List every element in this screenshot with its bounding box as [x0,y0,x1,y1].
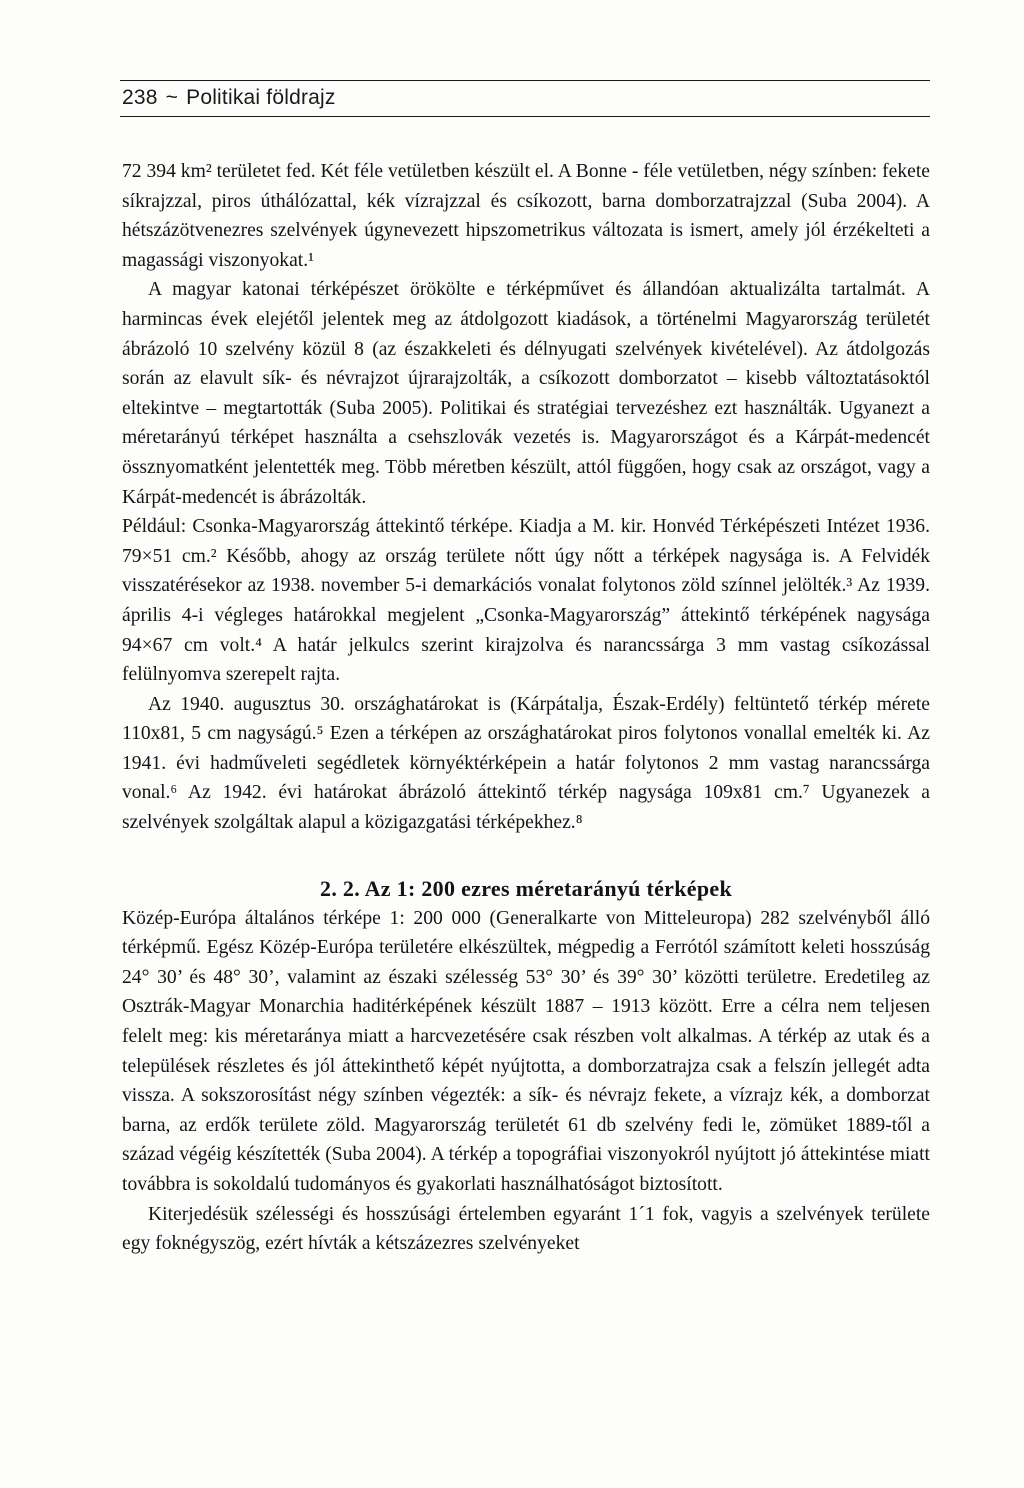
running-head [122,86,336,110]
page-number: 238 [122,86,158,109]
paragraph: A magyar katonai térképészet örökölte e térképművet és állandóan aktualizálta tartalmát. A harmincas évek elejétől jelentek meg az átdolgozott kiadások, a történelmi Magyarország területét ábrázoló 10 szelvény közül 8 (az északkeleti és délnyugati szelvények kivételével). Az átdolgozás során az elavult sík- és névrajzot újrarajzolták, a csíkozott domborzatot – kisebb változtatásoktól eltekintve – megtartották (Suba 2005). Politikai és stratégiai tervezéshez ezt használták. Ugyanezt a méretarányú térképet használta a csehszlovák vezetés is. Magyarországot és a Kárpát-medencét össznyomatként jelentették meg. Több méretben készült, attól függően, hogy csak az országot, vagy a Kárpát-medencét is ábrázolták. [122,279,930,508]
section-heading: 2. 2. Az 1: 200 ezres méretarányú térképek [320,875,732,901]
running-title: Politikai földrajz [186,86,336,109]
header-separator: ~ [165,86,179,109]
paragraph: Az 1940. augusztus 30. országhatárokat is (Kárpátalja, Észak-Erdély) feltüntető térkép mérete 110x81, 5 cm nagyságú.⁵ Ezen a térképen az országhatárokat piros folytonos vonallal emelték ki. Az 1941. évi hadműveleti segédletek környéktérképein a határ folytonos 2 mm vastag narancssárga vonal.⁶ Az 1942. évi határokat ábrázoló áttekintő térkép nagysága 109x81 cm.⁷ Ugyanezek a szelvények szolgáltak alapul a közigazgatási térképekhez.⁸ [122,693,930,834]
paragraph: Például: Csonka-Magyarország áttekintő térképe. Kiadja a M. kir. Honvéd Térképészeti Intézet 1936. 79×51 cm.² Később, ahogy az ország területe nőtt úgy nőtt a térképek nagysága is. A Felvidék visszatérésekor az 1938. november 5-i demarkációs vonalat folytonos zöld színnel jelölték.³ Az 1939. április 4-i végleges határokkal megjelent „Csonka-Magyarország” áttekintő térképének nagysága 94×67 cm volt.⁴ A határ jelkulcs szerint kirajzolva és narancssárga 3 mm vastag csíkozással felülnyomva szerepelt rajta. [122,516,930,686]
paragraph: Közép-Európa általános térképe 1: 200 000 (Generalkarte von Mitteleuropa) 282 szelvényből álló térképmű. Egész Közép-Európa területére elkészültek, mégpedig a Ferrótól számított keleti hosszúság 24° 30’ és 48° 30’, valamint az északi szélesség 53° 30’ és 39° 30’ közötti területre. Eredetileg az Osztrák-Magyar Monarchia haditérképének készült 1887 – 1913 között. Erre a célra nem teljesen felelt meg: kis méretaránya miatt a harcvezetésére csak részben volt alkalmas. A térkép az utak és a települések részletes és jól áttekinthető képét nyújtotta, a domborzatrajza csak a felszín jellegét adta vissza. A sokszorosítást négy színben végezték: a sík- és névrajz fekete, a vízrajz kék, a domborzat barna, az erdők területe zöld. Magyarország területét 61 db szelvény fedi le, zömüket 1889-től a század végéig készítették (Suba 2004). A térkép a topográfiai viszonyokról nyújtott jó áttekintése miatt továbbra is sokoldalú tudományos és gyakorlati használhatóságot biztosított. [122,907,930,1195]
paragraph: Kiterjedésük szélességi és hosszúsági értelemben egyaránt 1´1 fok, vagyis a szelvények területe egy foknégyszög, ezért hívták a kétszázezres szelvényeket [122,1203,930,1255]
header-top-rule [120,80,930,81]
header-bottom-rule [120,116,930,117]
body-text [122,157,930,1259]
paragraph: 72 394 km² területet fed. Két féle vetületben készült el. A Bonne - féle vetületben, négy színben: fekete síkrajzzal, piros úthálózattal, kék vízrajzzal és csíkozott, barna domborzatrajzzal (Suba 2004). A hétszázötvenezres szelvények úgynevezett hipszometrikus változata is ismert, amely jól érzékelteti a magassági viszonyokat.¹ [122,161,930,271]
